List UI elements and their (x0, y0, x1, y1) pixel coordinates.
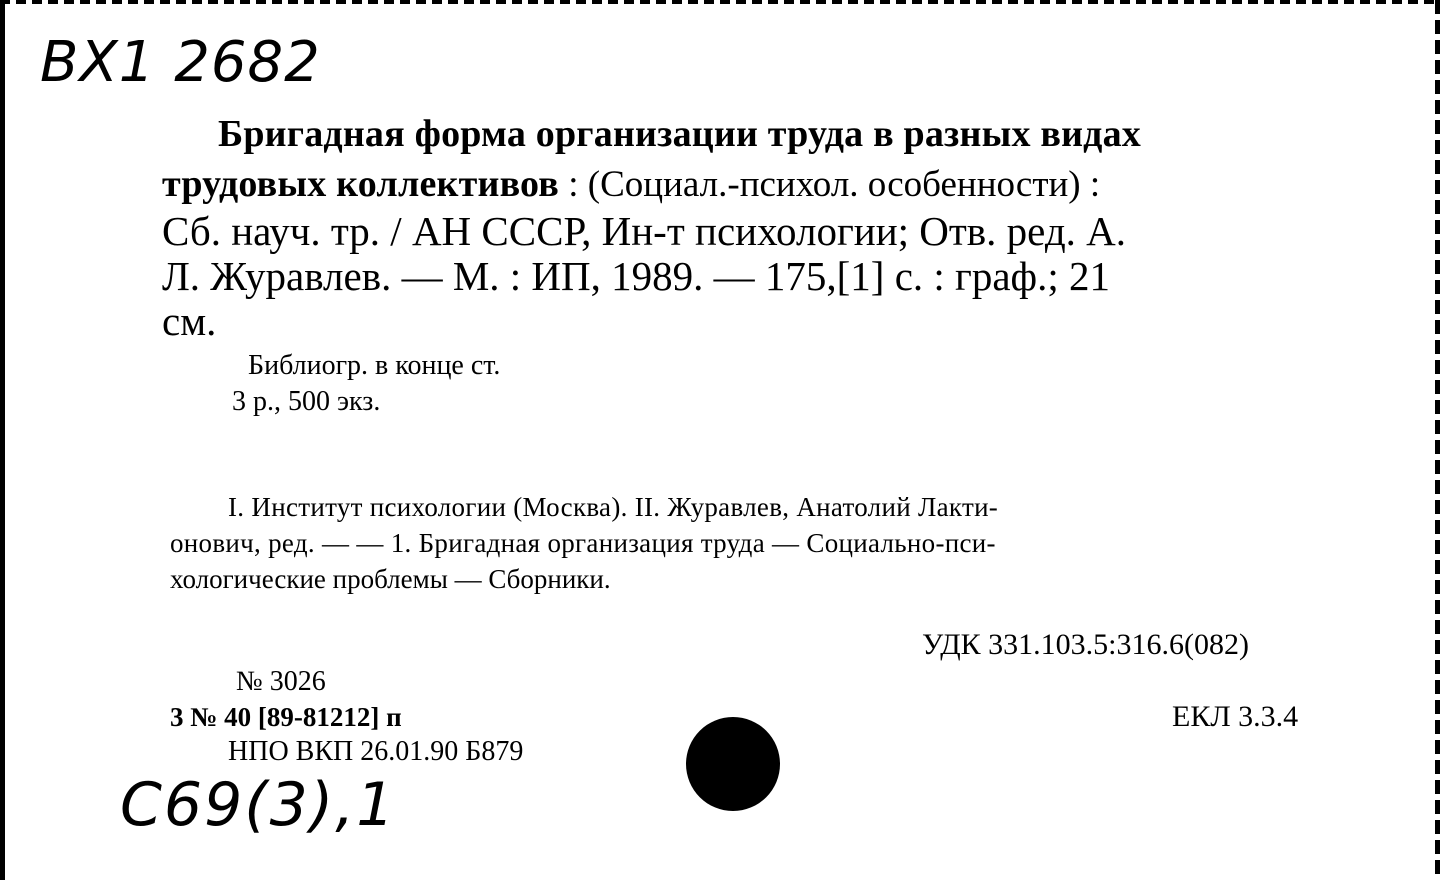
shelfmark-handwritten: С69(3),1 (120, 770, 397, 840)
udc-code: УДК 331.103.5:316.6(082) (922, 628, 1249, 661)
note-bibliography: Библиогр. в конце ст. (248, 350, 501, 381)
card-punch-hole (686, 717, 780, 811)
tracing-line-2: онович, ред. — — 1. Бригадная организация труда — Социально-пси- (170, 528, 996, 558)
card-left-edge (0, 0, 5, 880)
note-price-print-run: 3 р., 500 экз. (232, 386, 381, 417)
tracing-line-3: хологические проблемы — Сборники. (170, 564, 611, 594)
publication-line-3: Сб. науч. тр. / АН СССР, Ин-т психологии; Отв. ред. А. (162, 208, 1127, 254)
accession-number-handwritten: ВХ1 2682 (40, 30, 321, 95)
printer-info: НПО ВКП 26.01.90 Б879 (228, 736, 524, 767)
title-line-2-rest: : (Социал.-психол. особенности) : (559, 164, 1101, 205)
title-line-2 (162, 162, 1100, 206)
publication-line-5: см. (162, 298, 217, 344)
title-line-2-bold: трудовых коллективов (162, 163, 560, 205)
card-right-edge (1435, 0, 1440, 880)
tracing-line-1: I. Институт психологии (Москва). II. Журавлев, Анатолий Лакти- (228, 492, 999, 522)
order-number: 3 № 40 [89-81212] п (170, 702, 402, 732)
publication-line-4: Л. Журавлев. — М. : ИП, 1989. — 175,[1] с. : граф.; 21 (162, 253, 1111, 299)
title-line-1: Бригадная форма организации труда в разных видах (218, 113, 1142, 155)
card-top-edge (0, 0, 1440, 4)
card-number: № 3026 (236, 666, 326, 697)
ekl-code: ЕКЛ 3.3.4 (1172, 700, 1299, 733)
